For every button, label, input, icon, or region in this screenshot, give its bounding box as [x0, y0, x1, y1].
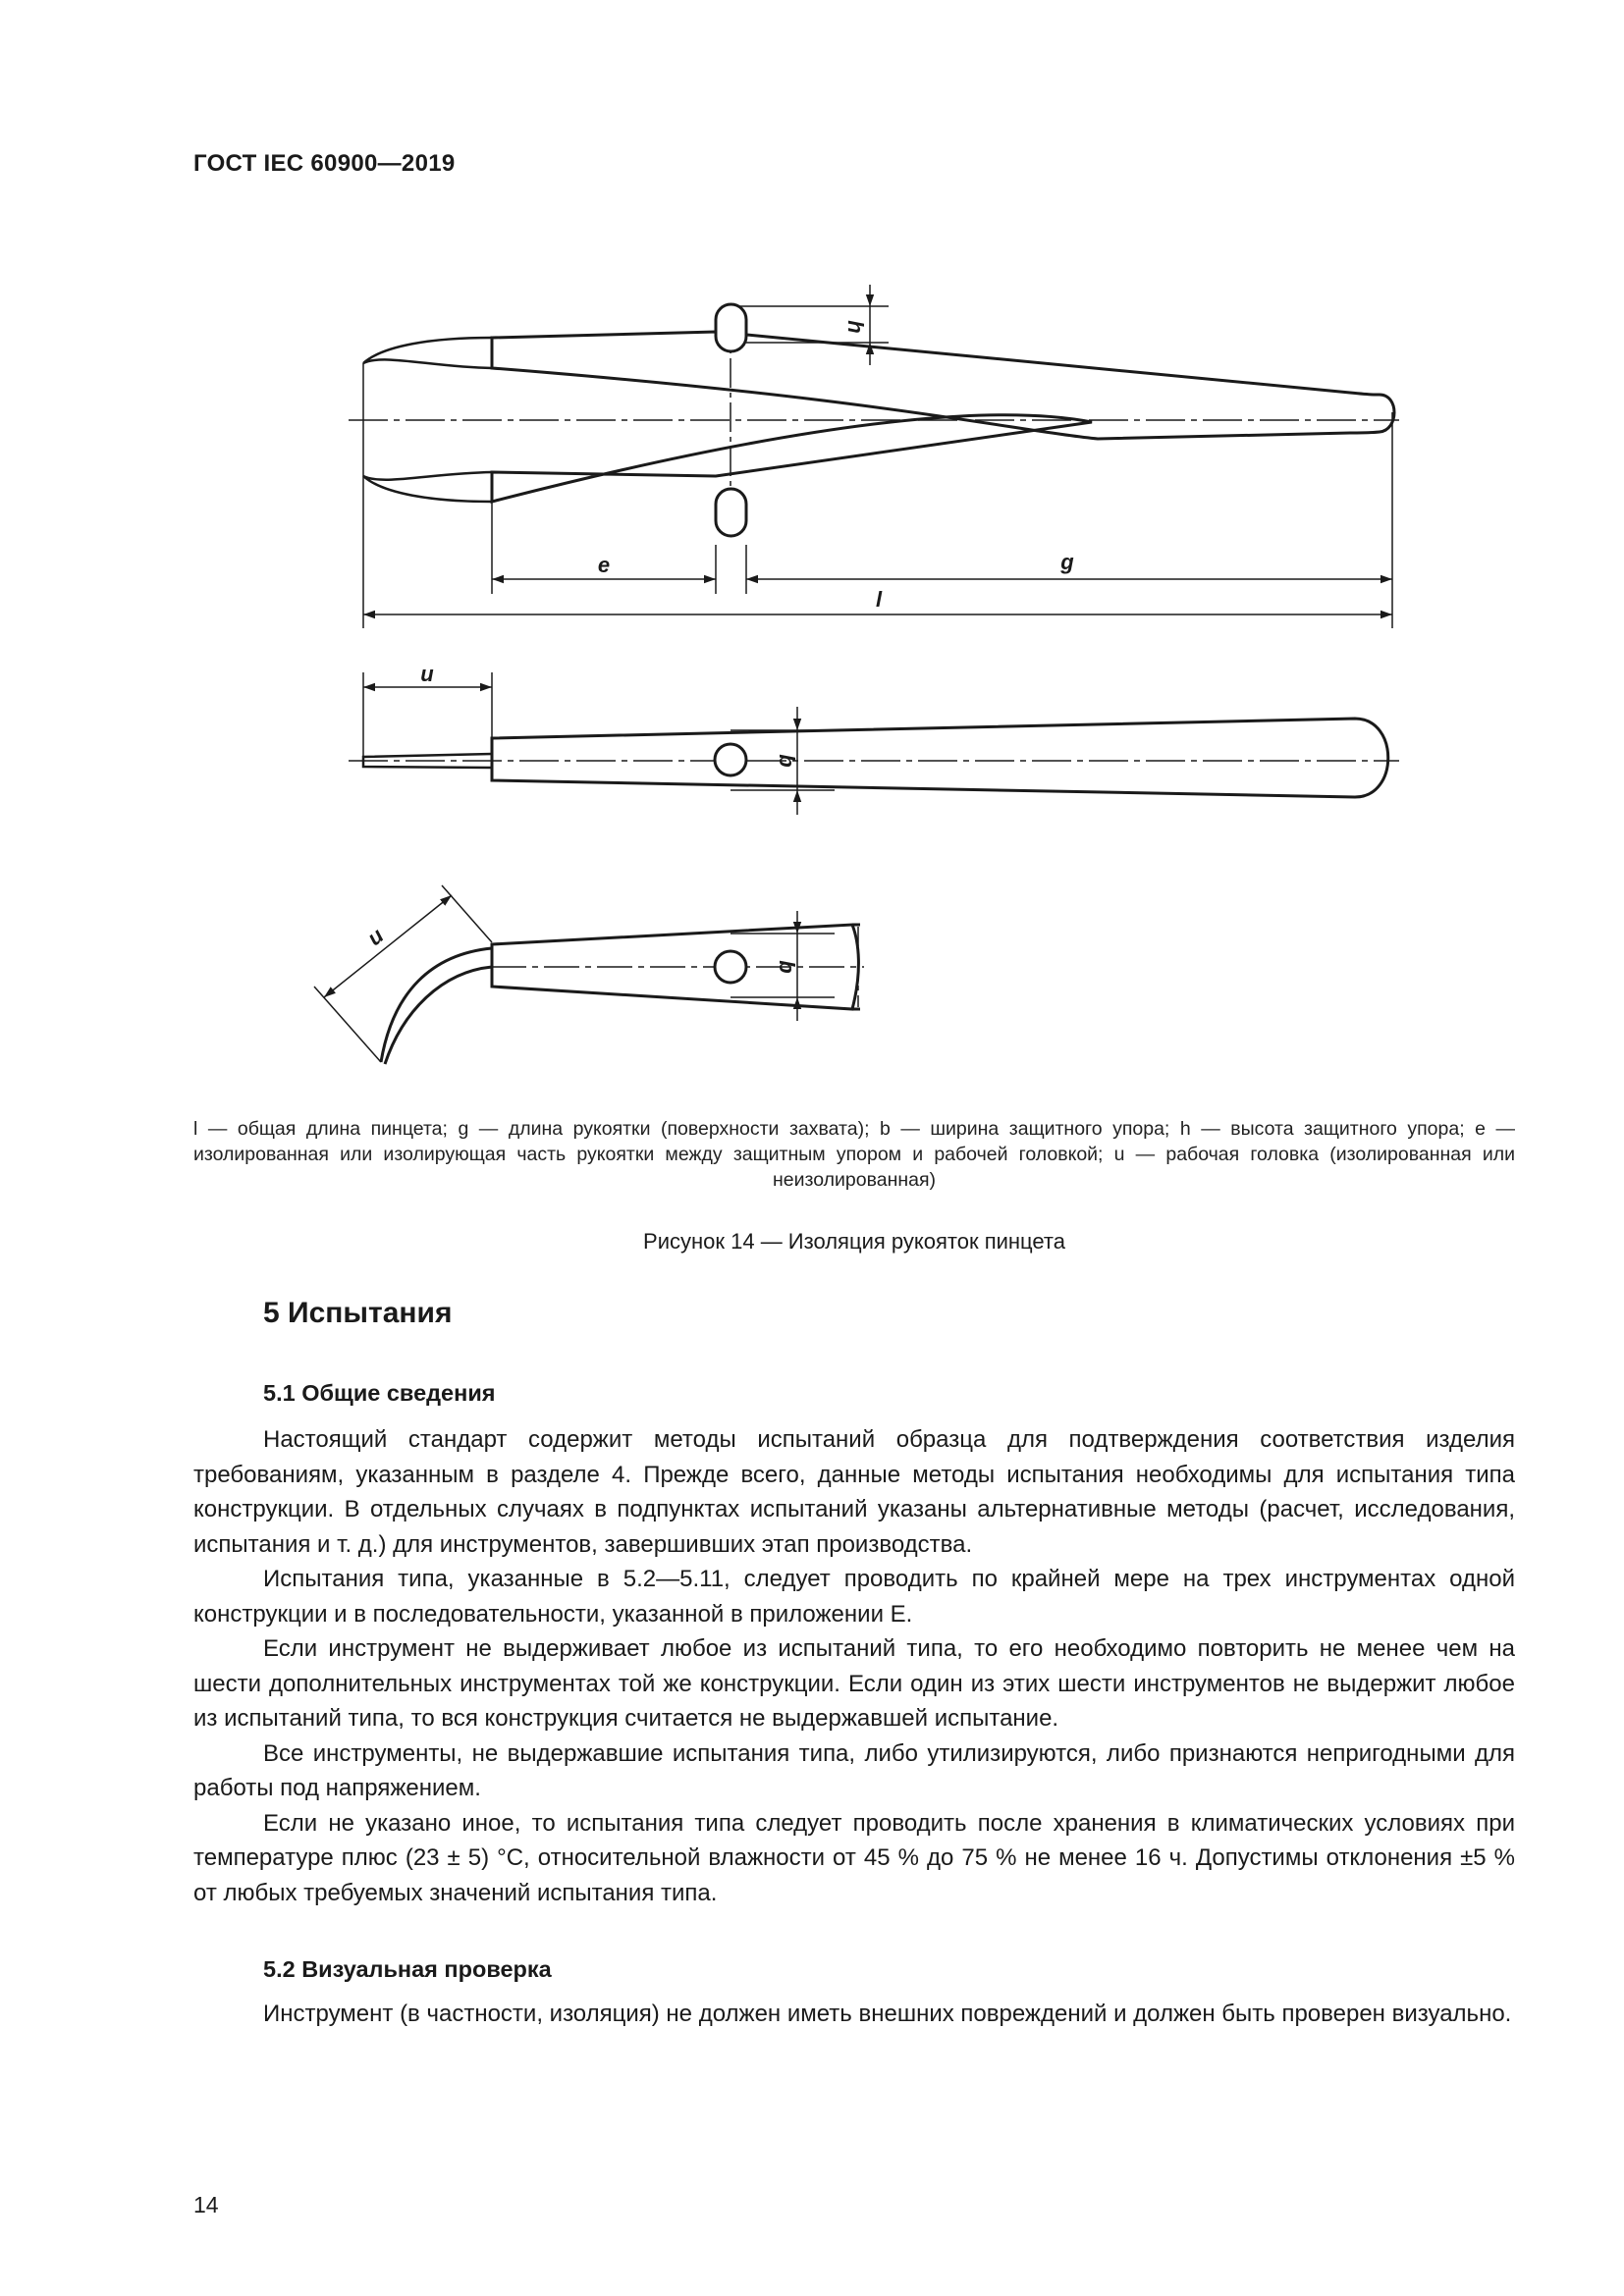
- top-view: [349, 285, 1399, 628]
- figure-legend: l — общая длина пинцета; g — длина рукоятки (поверхности захвата); b — ширина защитного упора; h — высота защитного упора; e — изолированная или изолирующая часть рукоятки между защитным упором и рабочей головкой; u — рабочая головка (изолированная или неизолированная): [193, 1118, 1515, 1191]
- label-l: l: [875, 587, 883, 612]
- label-u-bent: u: [362, 923, 389, 951]
- label-b-bent: b: [775, 960, 799, 974]
- bent-tip-outer: [381, 948, 492, 1062]
- paragraph: Испытания типа, указанные в 5.2—5.11, следует проводить по крайней мере на трех инструментах одной конструкции и в последовательности, указанной в приложении Е.: [193, 1566, 1515, 1628]
- guard-bent: [715, 951, 746, 983]
- label-g: g: [1060, 550, 1074, 574]
- guard-lower: [716, 489, 746, 536]
- bent-view: [314, 885, 864, 1064]
- subsection-title-5-1: 5.1 Общие сведения: [263, 1380, 496, 1406]
- subsection-title-5-2: 5.2 Визуальная проверка: [263, 1956, 552, 1982]
- lower-tip: [363, 472, 492, 502]
- lower-arm: [492, 415, 1092, 502]
- label-e: e: [597, 553, 611, 577]
- side-view: [349, 672, 1399, 815]
- section-5-2-body: [193, 1997, 1515, 2032]
- paragraph: Если не указано иное, то испытания типа следует проводить после хранения в климатических условиях при температуре плюс (23 ± 5) °С, относительной влажности от 45 % до 75 % не менее 16 ч. Допустимы отклонения ±5 % от любых требуемых значений испытания типа.: [193, 1809, 1515, 1906]
- label-b-side: b: [775, 754, 799, 768]
- document-header: ГОСТ IEC 60900—2019: [193, 150, 456, 177]
- figure-caption: Рисунок 14 — Изоляция рукояток пинцета: [643, 1229, 1065, 1254]
- page-number: 14: [193, 2192, 219, 2217]
- bent-tip-inner: [385, 967, 492, 1064]
- section-title: 5 Испытания: [263, 1297, 453, 1329]
- paragraph: Все инструменты, не выдержавшие испытания типа, либо утилизируются, либо признаются непригодными для работы под напряжением.: [193, 1739, 1515, 1801]
- section-5-1-body: [193, 1422, 1515, 1910]
- upper-arm: [492, 332, 1394, 439]
- label-h: h: [843, 320, 868, 334]
- tweezers-drawing: [0, 0, 1624, 1109]
- upper-tip: [363, 338, 492, 368]
- guard-side: [715, 744, 746, 775]
- label-u-side: u: [420, 662, 434, 686]
- paragraph: Настоящий стандарт содержит методы испытаний образца для подтверждения соответствия изделия требованиям, указанным в разделе 4. Прежде всего, данные методы испытания необходимы для испытания типа конструкции. В отдельных случаях в подпунктах испытаний указаны альтернативные методы (расчет, исследования, испытания и т. д.) для инструментов, завершивших этап производства.: [193, 1426, 1515, 1558]
- side-body: [492, 719, 1388, 797]
- paragraph: Инструмент (в частности, изоляция) не должен иметь внешних повреждений и должен быть проверен визуально.: [263, 2001, 1512, 2027]
- paragraph: Если инструмент не выдерживает любое из испытаний типа, то его необходимо повторить не менее чем на шести дополнительных инструментах той же конструкции. Если один из этих шести инструментов не выдержит любое из испытаний типа, то вся конструкция считается не выдержавшей испытание.: [193, 1635, 1515, 1732]
- guard-upper: [716, 304, 746, 351]
